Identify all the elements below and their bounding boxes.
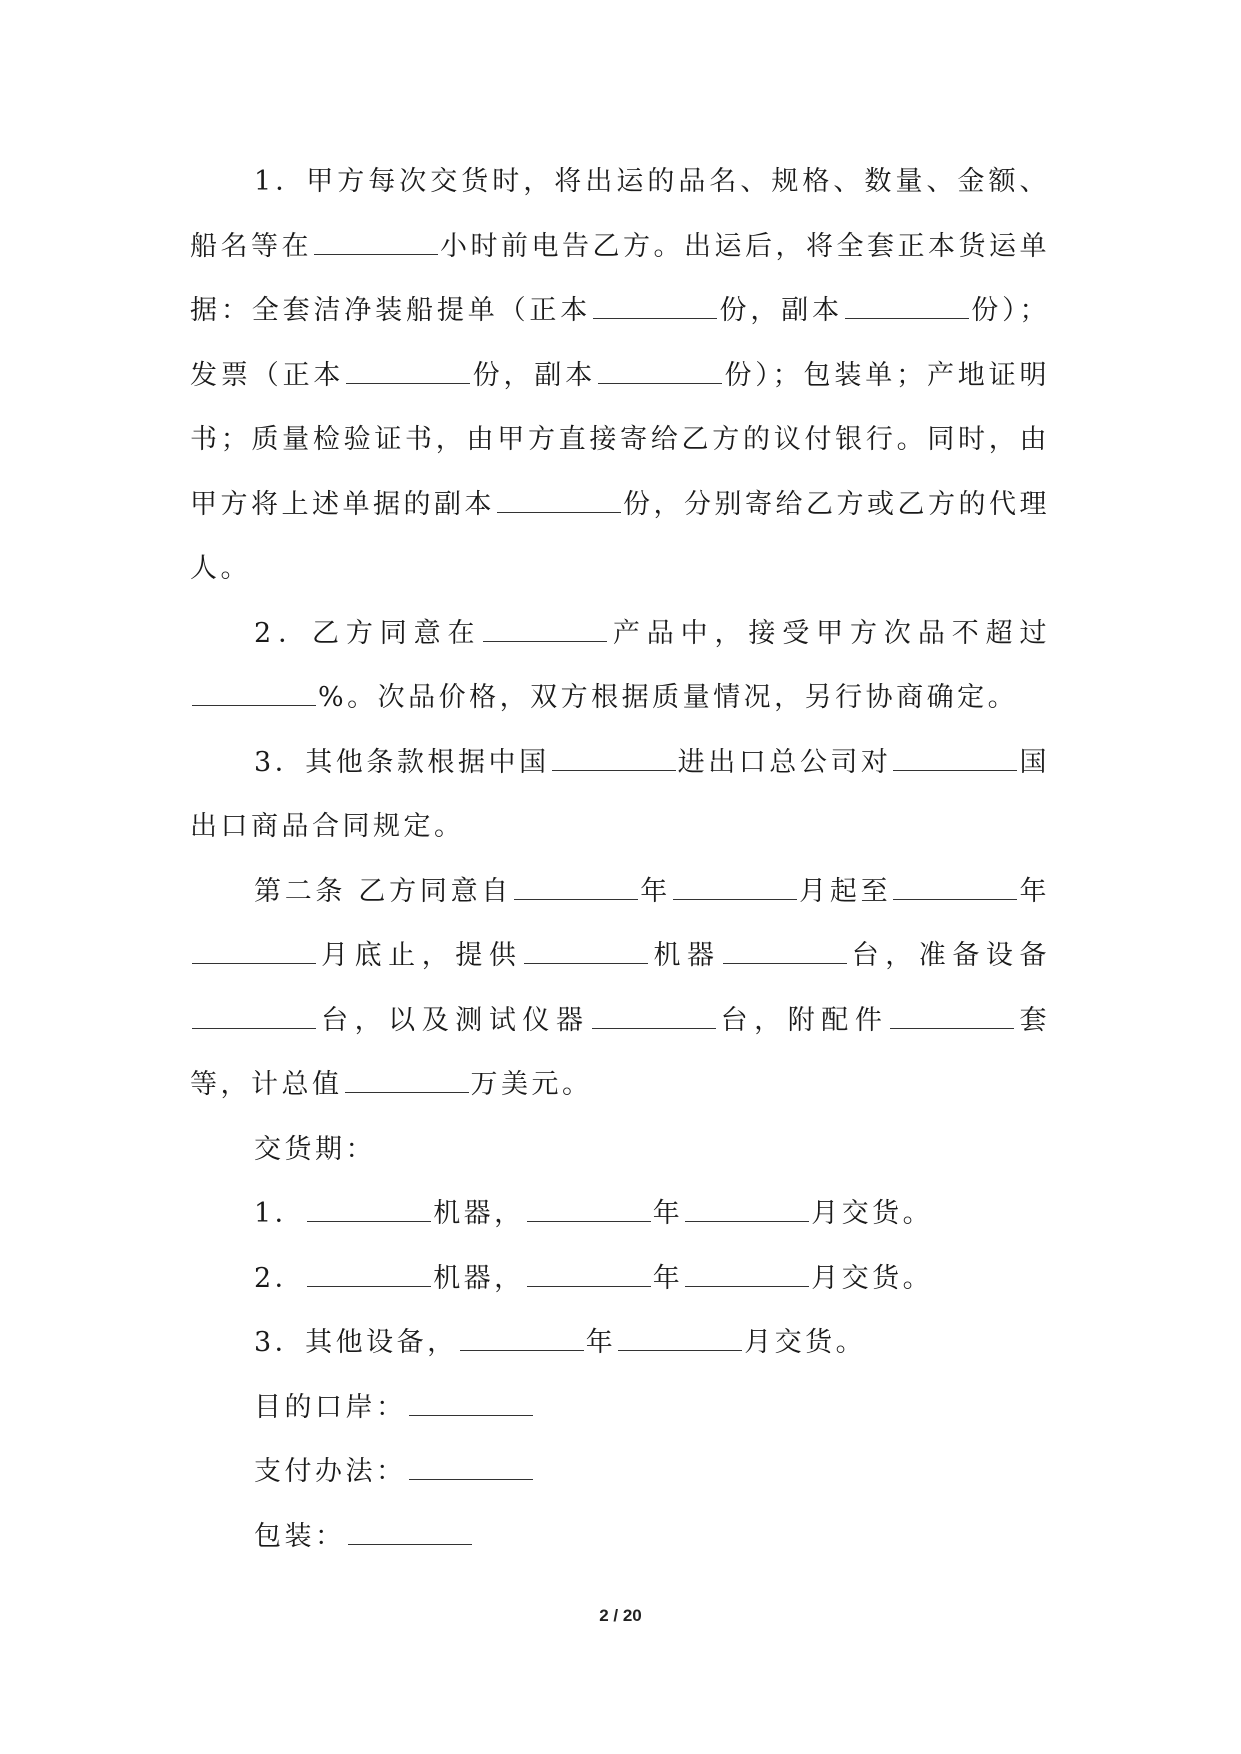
- fill-blank[interactable]: [409, 1391, 533, 1416]
- fill-blank[interactable]: [497, 488, 621, 513]
- fill-blank[interactable]: [524, 939, 648, 964]
- fill-blank[interactable]: [527, 1262, 651, 1287]
- payment-method-field: 支付办法：: [190, 1440, 1050, 1505]
- fill-blank[interactable]: [618, 1326, 742, 1351]
- article-2: 第二条 乙方同意自 年 月起至 年月底止，提供 机器 台，准备设备台，以及测试仪器 台，附配件 套等，计总值 万美元。: [190, 875, 1051, 1100]
- document-body: [190, 150, 1050, 1569]
- fill-blank[interactable]: [192, 1004, 316, 1029]
- fill-blank[interactable]: [890, 1004, 1014, 1029]
- fill-blank[interactable]: [845, 294, 969, 319]
- fill-blank[interactable]: [307, 1262, 431, 1287]
- fill-blank[interactable]: [685, 1197, 809, 1222]
- fill-blank[interactable]: [345, 1068, 469, 1093]
- fill-blank[interactable]: [346, 359, 470, 384]
- fill-blank[interactable]: [592, 1004, 716, 1029]
- fill-blank[interactable]: [527, 1197, 651, 1222]
- fill-blank[interactable]: [893, 875, 1017, 900]
- clause-item-1: 1．甲方每次交货时，将出运的品名、规格、数量、金额、船名等在 小时前电告乙方。出运后，将全套正本货运单据：全套洁净装船提单（正本 份，副本 份）；发票（正本 份，副本 份）；包装单；产地证明书；质量检验证书，由甲方直接寄给乙方的议付银行。同时，由甲方将上述单据的副本 份，分别寄给乙方或乙方的代理人。: [190, 166, 1051, 584]
- delivery-item-2: 2． 机器， 年 月交货。: [254, 1262, 934, 1294]
- fill-blank[interactable]: [598, 359, 722, 384]
- destination-port-field: 目的口岸：: [190, 1376, 1050, 1441]
- fill-blank[interactable]: [673, 875, 797, 900]
- packing-field: 包装：: [190, 1505, 1050, 1570]
- fill-blank[interactable]: [314, 230, 438, 255]
- clause-item-2: 2．乙方同意在 产品中，接受甲方次品不超过%。次品价格，双方根据质量情况，另行协商确定。: [190, 602, 1050, 731]
- clause-item-3: 3．其他条款根据中国 进出口总公司对 国出口商品合同规定。: [190, 746, 1050, 842]
- page-number: 2 / 20: [599, 1606, 642, 1625]
- fill-blank[interactable]: [409, 1455, 533, 1480]
- fill-blank[interactable]: [192, 939, 316, 964]
- fill-blank[interactable]: [723, 939, 847, 964]
- delivery-item-1: 1． 机器， 年 月交货。: [254, 1198, 934, 1229]
- fill-blank[interactable]: [460, 1326, 584, 1351]
- fill-blank[interactable]: [514, 875, 638, 900]
- fill-blank[interactable]: [307, 1197, 431, 1222]
- fill-blank[interactable]: [552, 746, 676, 771]
- fill-blank[interactable]: [192, 681, 316, 706]
- fill-blank[interactable]: [593, 294, 717, 319]
- fill-blank[interactable]: [483, 617, 607, 642]
- fill-blank[interactable]: [893, 746, 1017, 771]
- delivery-heading: 交货期：: [254, 1133, 376, 1165]
- fill-blank[interactable]: [685, 1262, 809, 1287]
- delivery-item-3: 3．其他设备， 年 月交货。: [254, 1327, 867, 1358]
- fill-blank[interactable]: [348, 1520, 472, 1545]
